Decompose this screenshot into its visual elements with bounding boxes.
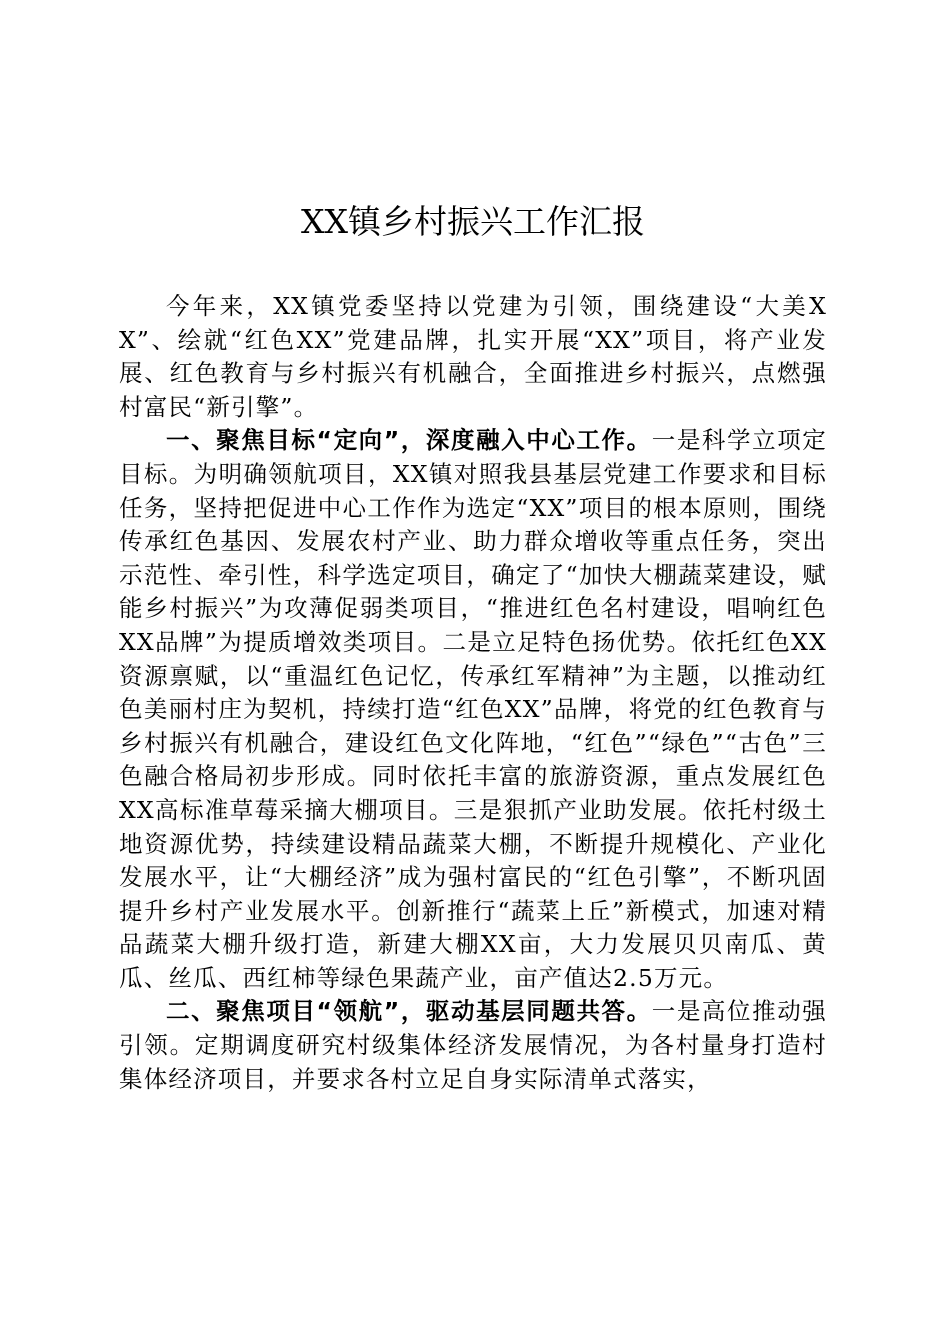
section-1-heading: 一、聚焦目标“定向”，深度融入中心工作。 [166,426,652,455]
document-page [119,0,827,1344]
intro-paragraph: 今年来，XX镇党委坚持以党建为引领，围绕建设“大美XX”、绘就“红色XX”党建品牌，扎实开展“XX”项目，将产业发展、红色教育与乡村振兴有机融合，全面推进乡村振兴，点燃强村富民“新引擎”。 [119,292,827,421]
section-1-paragraph [119,424,827,995]
document-title: XX镇乡村振兴工作汇报 [301,202,645,241]
section-2-heading: 二、聚焦项目“领航”，驱动基层同题共答。 [166,997,652,1026]
section-1-text: 一是科学立项定目标。为明确领航项目，XX镇对照我县基层党建工作要求和目标任务，坚持把促进中心工作作为选定“XX”项目的根本原则，围绕传承红色基因、发展农村产业、助力群众增收等重点任务，突出示范性、牵引性，科学选定项目，确定了“加快大棚蔬菜建设，赋能乡村振兴”为攻薄促弱类项目，“推进红色名村建设，唱响红色XX品牌”为提质增效类项目。二是立足特色扬优势。依托红色XX资源禀赋，以“重温红色记忆，传承红军精神”为主题，以推动红色美丽村庄为契机，持续打造“红色XX”品牌，将党的红色教育与乡村振兴有机融合，建设红色文化阵地，“红色”“绿色”“古色”三色融合格局初步形成。同时依托丰富的旅游资源，重点发展红色XX高标准草莓采摘大棚项目。三是狠抓产业助发展。依托村级土地资源优势，持续建设精品蔬菜大棚，不断提升规模化、产业化发展水平，让“大棚经济”成为强村富民的“红色引擎”，不断巩固提升乡村产业发展水平。创新推行“蔬菜上丘”新模式，加速对精品蔬菜大棚升级打造，新建大棚XX亩，大力发展贝贝南瓜、黄瓜、丝瓜、西红柿等绿色果蔬产业，亩产值达2.5万元。 [119,426,828,992]
section-2-text: 一是高位推动强引领。定期调度研究村级集体经济发展情况，为各村量身打造村集体经济项目，并要求各村立足自身实际清单式落实， [119,997,828,1093]
section-2-paragraph [119,995,827,1096]
document-body [119,290,827,1096]
